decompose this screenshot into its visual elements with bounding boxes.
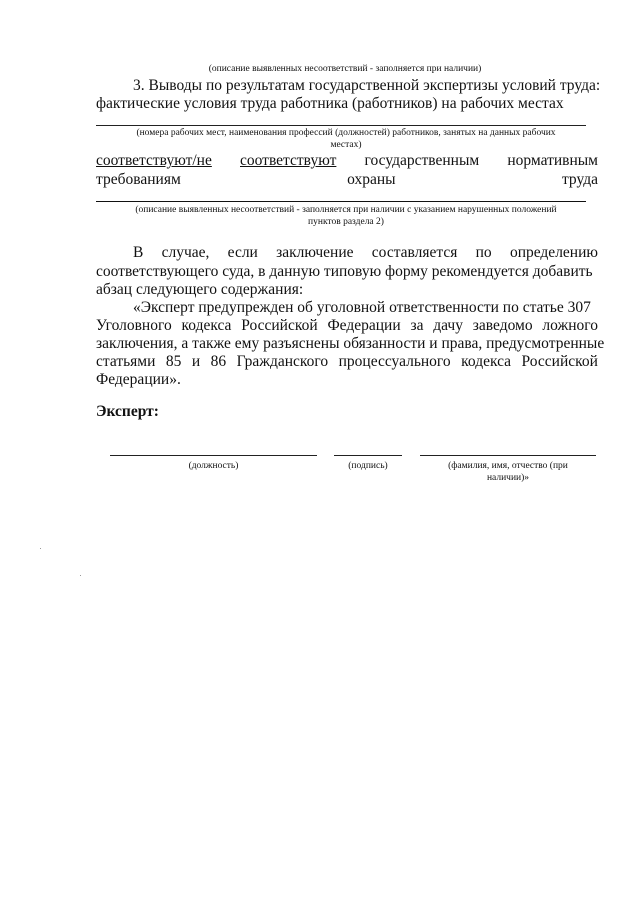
word: случае, — [161, 244, 210, 261]
note-workplaces-line-1: (номера рабочих мест, наименования профессий (должностей) работников, занятых на данных рабочих — [136, 128, 556, 138]
word: государственным — [364, 152, 480, 169]
paragraph-warning-line-5: Федерации». — [96, 371, 181, 388]
word: заведомо — [472, 317, 533, 334]
compliance-option-complies-not: соответствуют/не — [96, 152, 212, 169]
scan-speck — [40, 548, 41, 549]
label-position: (должность) — [188, 461, 239, 471]
section-3-line-2: фактические условия труда работника (работников) на рабочих местах — [96, 95, 564, 112]
position-fill-line — [110, 455, 317, 456]
scan-speck — [80, 575, 81, 576]
compliance-row-2 — [96, 171, 598, 189]
word: дачу — [433, 317, 463, 334]
section-3-heading: 3. Выводы по результатам государственной экспертизы условий труда: — [133, 77, 601, 94]
word: Гражданского — [236, 353, 329, 370]
name-fill-line — [420, 455, 596, 456]
paragraph-warning-line-3: заключения, а также ему разъяснены обязанности и права, предусмотренные — [96, 335, 605, 352]
word: если — [227, 244, 258, 261]
word: Российской — [521, 353, 598, 370]
word: ложного — [542, 317, 598, 334]
word: требованиям — [96, 171, 181, 188]
word: В — [133, 244, 144, 261]
note-violations-line-2: пунктов раздела 2) — [308, 217, 384, 227]
word: 86 — [210, 353, 227, 370]
word: кодекса — [181, 317, 232, 334]
paragraph-court-line-2: соответствующего суда, в данную типовую форму рекомендуется добавить — [96, 263, 593, 280]
word: составляется — [371, 244, 458, 261]
word: и — [191, 353, 201, 370]
note-discrepancies: (описание выявленных несоответствий - заполняется при наличии) — [208, 64, 482, 74]
word: по — [475, 244, 492, 261]
word: заключение — [276, 244, 354, 261]
word: определению — [509, 244, 598, 261]
note-workplaces-line-2: местах) — [330, 140, 362, 150]
compliance-row-1 — [96, 152, 598, 170]
word: кодекса — [461, 353, 512, 370]
paragraph-warning-line-2 — [96, 317, 598, 335]
label-full-name-line-2: наличии)» — [486, 473, 530, 483]
word: 85 — [165, 353, 182, 370]
word: Уголовного — [96, 317, 172, 334]
label-signature: (подпись) — [348, 461, 388, 471]
word: нормативным — [507, 152, 598, 169]
paragraph-court-line-1 — [133, 244, 598, 262]
label-full-name-line-1: (фамилия, имя, отчество (при — [448, 461, 568, 471]
workplaces-fill-line — [96, 125, 586, 126]
compliance-option-comply: соответствуют — [240, 152, 337, 169]
word: за — [410, 317, 424, 334]
paragraph-warning-line-1: «Эксперт предупрежден об уголовной ответственности по статье 307 — [133, 299, 591, 316]
word: статьями — [96, 353, 156, 370]
note-violations-line-1: (описание выявленных несоответствий - заполняется при наличии с указанием нарушенных положений — [135, 205, 557, 215]
paragraph-court-line-3: абзац следующего содержания: — [96, 281, 304, 298]
paragraph-warning-line-4 — [96, 353, 598, 371]
signature-fill-line — [334, 455, 402, 456]
word: охраны — [347, 171, 396, 188]
word: труда — [561, 171, 598, 188]
word: Федерации — [327, 317, 401, 334]
word: Российской — [241, 317, 318, 334]
word: процессуального — [338, 353, 451, 370]
expert-heading: Эксперт: — [96, 403, 159, 420]
violations-fill-line — [96, 201, 586, 202]
